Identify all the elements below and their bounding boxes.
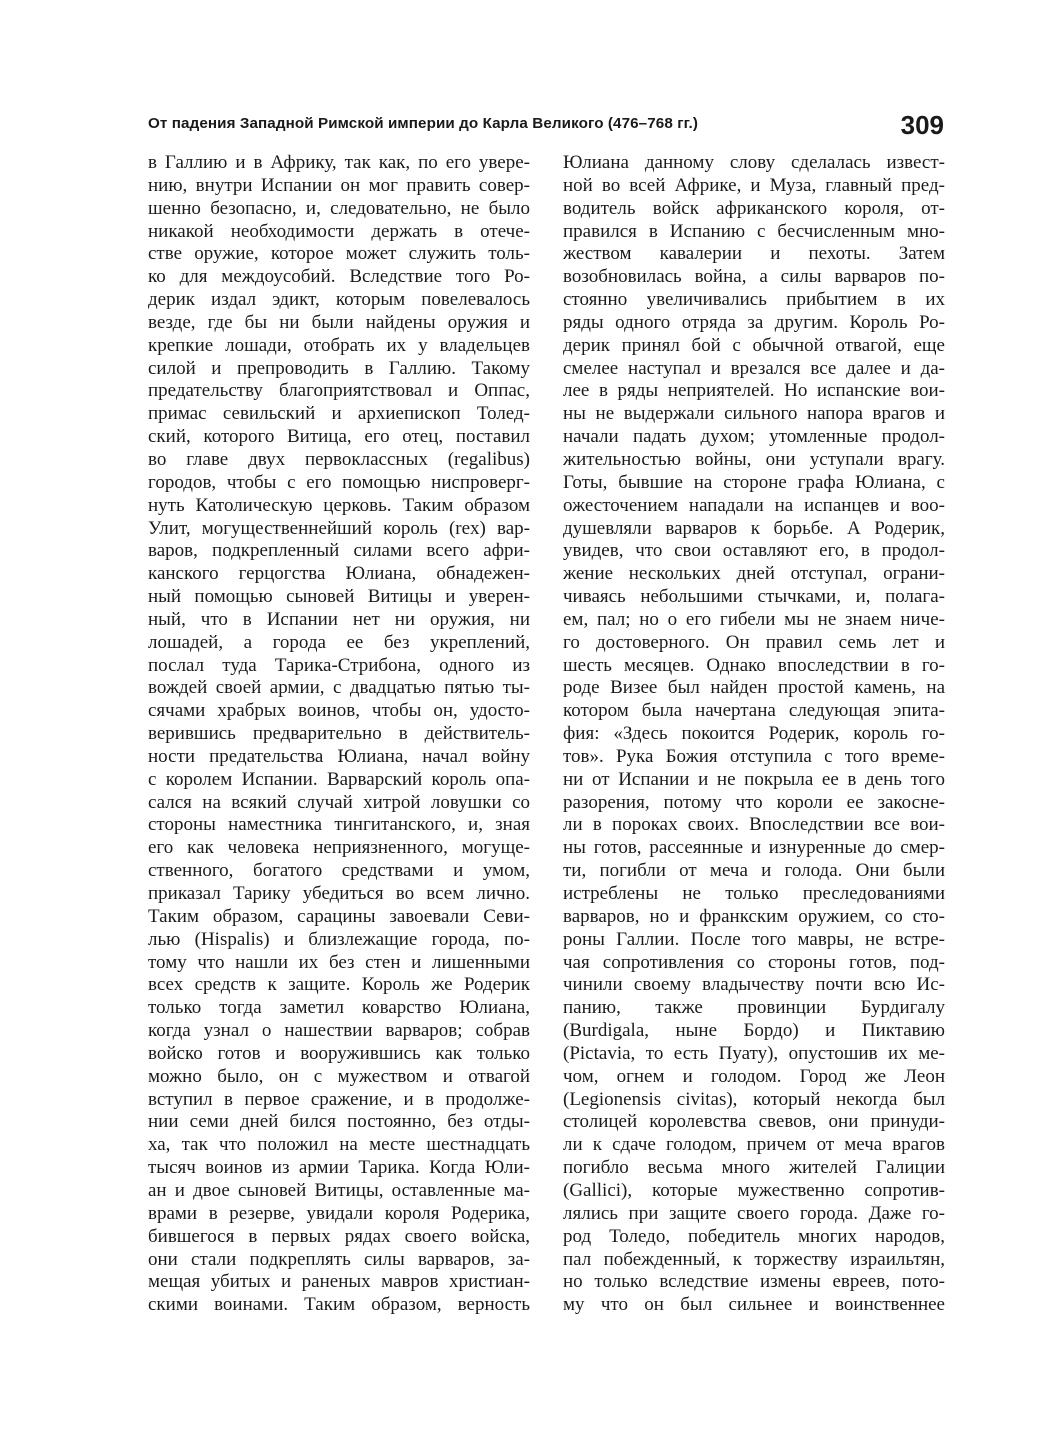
text-line: чинили своему владычеству почти всю Ис- bbox=[563, 974, 945, 996]
text-line: ной во всей Африке, и Муза, главный пред- bbox=[563, 174, 945, 196]
text-line: фия: «Здесь покоится Родерик, король го- bbox=[563, 723, 945, 745]
text-line: нию, внутри Испании он мог править совер- bbox=[148, 174, 530, 196]
text-line: ли к сдаче голодом, причем от меча врагов bbox=[563, 1134, 945, 1156]
text-line: ны не выдержали сильного напора врагов и bbox=[563, 403, 945, 425]
text-line: начали падать духом; утомленные продол- bbox=[563, 426, 945, 448]
text-line: стороны наместника тингитанского, и, зная bbox=[148, 814, 530, 836]
text-line: ли в пороках своих. Впоследствии все вои- bbox=[563, 814, 945, 836]
running-head bbox=[148, 110, 944, 143]
text-line: род Толедо, победитель многих народов, bbox=[563, 1225, 945, 1247]
text-line: лее в ряды неприятелей. Но испанские вои- bbox=[563, 380, 945, 402]
text-line: Юлиана данному слову сделалась извест- bbox=[563, 152, 945, 173]
text-line: ем, пал; но о его гибели мы не знаем ниче- bbox=[563, 608, 945, 630]
text-line: душевляли варваров к борьбе. А Родерик, bbox=[563, 517, 945, 539]
text-line: ский, которого Витица, его отец, поставил bbox=[148, 426, 530, 448]
text-line: мещая убитых и раненых мавров христиан- bbox=[148, 1271, 530, 1293]
text-line: канского герцогства Юлиана, обнадежен- bbox=[148, 563, 530, 585]
text-line: врами в резерве, увидали короля Родерика, bbox=[148, 1202, 530, 1224]
text-line: жительностью войны, они уступали врагу. bbox=[563, 448, 945, 470]
text-line: Улит, могущественнейший король (rex) вар- bbox=[148, 517, 530, 539]
text-line: шенно безопасно, и, следовательно, не было bbox=[148, 197, 530, 219]
text-column-right bbox=[563, 152, 945, 1317]
text-line: чиваясь небольшими стычками, и, полага- bbox=[563, 586, 945, 608]
text-line: всех средств к защите. Король же Родерик bbox=[148, 974, 530, 996]
text-line: варваров, но и франкским оружием, со сто- bbox=[563, 905, 945, 927]
text-line: водитель войск африканского короля, от- bbox=[563, 197, 945, 219]
text-line: смелее наступал и врезался все далее и да- bbox=[563, 357, 945, 379]
text-line: никакой необходимости держать в отече- bbox=[148, 220, 530, 242]
text-line: лялись при защите своего города. Даже го- bbox=[563, 1202, 945, 1224]
text-line: бившегося в первых рядах своего войска, bbox=[148, 1225, 530, 1247]
text-line: Готы, бывшие на стороне графа Юлиана, с bbox=[563, 471, 945, 493]
text-line: ственного, богатого средствами и умом, bbox=[148, 860, 530, 882]
text-line: му что он был сильнее и воинственнее bbox=[563, 1294, 945, 1316]
text-line: Таким образом, сарацины завоевали Севи- bbox=[148, 905, 530, 927]
text-line: стоянно увеличивались прибытием в их bbox=[563, 289, 945, 311]
text-line: приказал Тарику убедиться во всем лично. bbox=[148, 883, 530, 904]
text-line: ожесточением нападали на испанцев и воо- bbox=[563, 494, 945, 516]
text-line: (Burdigala, ныне Бордо) и Пиктавию bbox=[563, 1020, 945, 1042]
text-line: но только вследствие измены евреев, пото- bbox=[563, 1271, 945, 1293]
text-line: пал побежденный, к торжеству израильтян, bbox=[563, 1248, 945, 1270]
text-line: (Legionensis civitas), который некогда был bbox=[563, 1088, 945, 1110]
text-line: панию, также провинции Бурдигалу bbox=[563, 997, 945, 1019]
text-line: когда узнал о нашествии варваров; собрав bbox=[148, 1020, 530, 1042]
text-line: сячами храбрых воинов, чтобы он, удосто- bbox=[148, 700, 530, 722]
text-line: верившись предварительно в действитель- bbox=[148, 723, 530, 745]
text-line: нии семи дней бился постоянно, без отды- bbox=[148, 1111, 530, 1133]
text-line: увидев, что свои оставляют его, в продол- bbox=[563, 540, 945, 562]
text-line: лью (Hispalis) и близлежащие города, по- bbox=[148, 928, 530, 950]
text-line: разорения, потому что короли ее закосне- bbox=[563, 791, 945, 813]
text-line: ности предательства Юлиана, начал войну bbox=[148, 745, 530, 767]
text-line: городов, чтобы с его помощью ниспроверг- bbox=[148, 471, 530, 493]
text-line: чая сопротивления со стороны готов, под- bbox=[563, 951, 945, 973]
text-line: ряды одного отряда за другим. Король Ро- bbox=[563, 311, 945, 333]
text-line: вступил в первое сражение, и в продолже- bbox=[148, 1088, 530, 1110]
text-line: дерик принял бой с обычной отвагой, еще bbox=[563, 334, 945, 356]
text-line: ко для междоусобий. Вследствие того Ро- bbox=[148, 266, 530, 288]
text-line: тов». Рука Божия отступила с того време- bbox=[563, 745, 945, 767]
running-title: От падения Западной Римской империи до Карла Великого (476–768 гг.) bbox=[148, 115, 698, 132]
text-line: ан и двое сыновей Витицы, оставленные ма- bbox=[148, 1179, 530, 1201]
text-line: ти, погибли от меча и голода. Они были bbox=[563, 860, 945, 882]
text-line: погибло весьма много жителей Галиции bbox=[563, 1157, 945, 1179]
text-line: ный помощью сыновей Витицы и уверен- bbox=[148, 586, 530, 608]
text-line: ный, что в Испании нет ни оружия, ни bbox=[148, 608, 530, 630]
text-line: во главе двух первоклассных (regalibus) bbox=[148, 448, 530, 470]
text-line: примас севильский и архиепископ Толед- bbox=[148, 403, 530, 425]
text-line: предательству благоприятствовал и Оппас, bbox=[148, 380, 530, 402]
text-line: дерик издал эдикт, которым повелевалось bbox=[148, 289, 530, 311]
text-line: ны готов, рассеянные и изнуренные до смер- bbox=[563, 837, 945, 859]
text-line: войско готов и вооружившись как только bbox=[148, 1042, 530, 1064]
text-line: они стали подкреплять силы варваров, за- bbox=[148, 1248, 530, 1270]
text-line: шесть месяцев. Однако впоследствии в го- bbox=[563, 654, 945, 676]
text-line: тому что нашли их без стен и лишенными bbox=[148, 951, 530, 973]
text-line: правился в Испанию с бесчисленным мно- bbox=[563, 220, 945, 242]
text-line: ха, так что положил на месте шестнадцать bbox=[148, 1134, 530, 1156]
text-line: послал туда Тарика-Стрибона, одного из bbox=[148, 654, 530, 676]
text-line: стве оружие, которое может служить толь- bbox=[148, 243, 530, 265]
text-line: жеством кавалерии и пехоты. Затем bbox=[563, 243, 945, 265]
text-line: жение нескольких дней отступал, ограни- bbox=[563, 563, 945, 585]
text-line: скими воинами. Таким образом, верность bbox=[148, 1294, 530, 1316]
text-line: варов, подкрепленный силами всего афри- bbox=[148, 540, 530, 562]
text-line: вождей своей армии, с двадцатью пятью ты- bbox=[148, 677, 530, 699]
text-line: можно было, он с мужеством и отвагой bbox=[148, 1065, 530, 1087]
text-line: крепкие лошади, отобрать их у владельцев bbox=[148, 334, 530, 356]
text-line: в Галлию и в Африку, так как, по его уверe- bbox=[148, 152, 530, 173]
text-line: его как человека неприязненного, могуще- bbox=[148, 837, 530, 859]
text-line: (Pictavia, то есть Пуату), опустошив их ме- bbox=[563, 1042, 945, 1064]
text-column-left bbox=[148, 152, 530, 1317]
text-line: только тогда заметил коварство Юлиана, bbox=[148, 997, 530, 1019]
text-line: возобновилась война, а силы варваров по- bbox=[563, 266, 945, 288]
text-line: котором была начертана следующая эпита- bbox=[563, 700, 945, 722]
page-number: 309 bbox=[900, 110, 944, 140]
text-line: истреблены не только преследованиями bbox=[563, 883, 945, 904]
text-line: роде Визее был найден простой камень, на bbox=[563, 677, 945, 699]
text-line: везде, где бы ни были найдены оружия и bbox=[148, 311, 530, 333]
text-line: ни от Испании и не покрыла ее в день того bbox=[563, 768, 945, 790]
text-line: (Gallici), которые мужественно сопротив- bbox=[563, 1179, 945, 1201]
text-line: сался на всякий случай хитрой ловушки со bbox=[148, 791, 530, 813]
text-line: тысяч воинов из армии Тарика. Когда Юли- bbox=[148, 1157, 530, 1179]
text-line: лошадей, а города ее без укреплений, bbox=[148, 631, 530, 653]
text-line: с королем Испании. Варварский король опа- bbox=[148, 768, 530, 790]
text-line: го достоверного. Он правил семь лет и bbox=[563, 631, 945, 653]
text-line: роны Галлии. После того мавры, не встре- bbox=[563, 928, 945, 950]
text-line: столицей королевства свевов, они принуди- bbox=[563, 1111, 945, 1133]
text-line: нуть Католическую церковь. Таким образом bbox=[148, 494, 530, 516]
text-line: чом, огнем и голодом. Город же Леон bbox=[563, 1065, 945, 1087]
text-line: силой и препроводить в Галлию. Такому bbox=[148, 357, 530, 379]
